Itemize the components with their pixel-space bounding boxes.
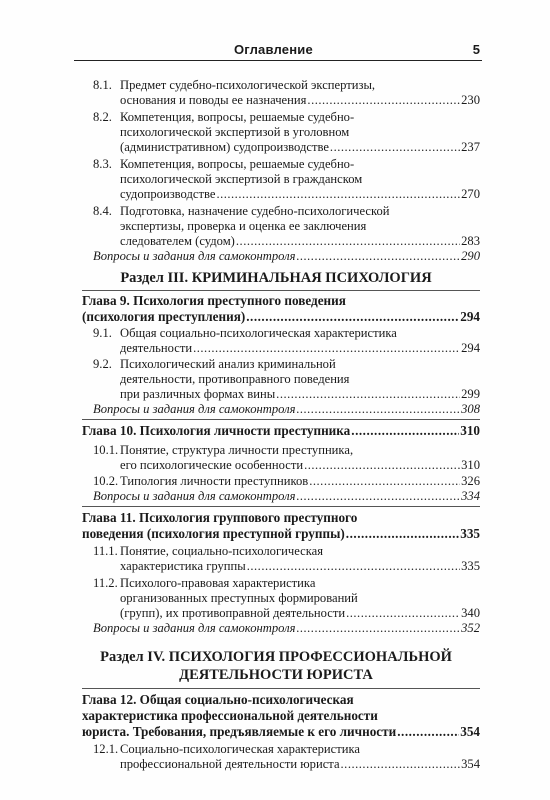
entry-text: Понятие, социально-психологическая [120,544,324,558]
leader-dots [304,458,460,473]
entry-text: поведения (психология преступной группы) [82,526,345,541]
entry-page: 230 [461,93,480,107]
entry-text: Вопросы и задания для самоконтроля [93,489,296,503]
leader-dots [193,341,460,356]
entry-text: Глава 11. Психология группового преступного [82,510,358,525]
entry-text: Понятие, структура личности преступника, [120,443,354,457]
leader-dots [276,387,460,402]
entry-text: Вопросы и задания для самоконтроля [93,402,296,416]
entry-text: судопроизводстве [120,187,216,201]
toc-chapter-9[interactable] [82,293,480,325]
toc-chapter-12[interactable] [82,692,480,740]
entry-number: 10.2. [93,474,119,488]
entry-page: 270 [461,187,480,201]
entry-text: организованных преступных формирований [120,591,358,605]
toc-entry-9-1[interactable] [93,326,480,356]
entry-text: Глава 10. Психология личности преступника [82,423,351,438]
toc-entry-11-2[interactable] [93,576,480,621]
entry-text: Глава 12. Общая социально-психологическая [82,692,354,707]
entry-page: 308 [461,402,480,416]
entry-text: Вопросы и задания для самоконтроля [93,621,296,635]
toc-entry-10-1[interactable] [93,443,480,473]
section-heading-3[interactable]: Раздел III. КРИМИНАЛЬНАЯ ПСИХОЛОГИЯ [120,270,432,286]
entry-number: 9.1. [93,326,112,340]
toc-entry-12-1[interactable] [93,742,480,772]
entry-number: 8.1. [93,78,112,92]
divider [82,290,480,291]
toc-entry-9-2[interactable] [93,357,480,402]
entry-text: экспертизы, проверка и оценка ее заключения [120,219,367,233]
entry-number: 12.1. [93,742,119,756]
entry-page: 352 [461,621,480,635]
entry-text: Предмет судебно-психологической экспертизы, [120,78,376,92]
entry-number: 11.2. [93,576,118,590]
leader-dots [341,757,461,772]
entry-text: Типология личности преступников [120,474,309,488]
leader-dots [296,249,460,264]
section-heading-line: Раздел IV. ПСИХОЛОГИЯ ПРОФЕССИОНАЛЬНОЙ [100,649,452,665]
entry-page: 237 [461,140,480,154]
entry-text: Компетенция, вопросы, решаемые судебно- [120,110,355,124]
toc-chapter-11[interactable] [82,510,480,542]
toc-entry-8-4[interactable] [93,204,480,249]
divider [82,419,480,420]
entry-page: 310 [461,458,480,472]
entry-text: деятельности [120,341,193,355]
entry-page: 294 [460,309,480,324]
entry-text: (групп), их противоправной деятельности [120,606,346,620]
toc-entry-questions-8[interactable] [93,249,480,264]
entry-number: 8.4. [93,204,112,218]
entry-text: характеристика профессиональной деятельности [82,708,378,723]
entry-page: 310 [460,423,480,438]
toc-entry-questions-11[interactable] [93,621,480,636]
entry-text: основания и поводы ее назначения [120,93,307,107]
entry-page: 290 [461,249,480,263]
entry-text: Подготовка, назначение судебно-психологической [120,204,390,218]
entry-number: 9.2. [93,357,112,371]
entry-text: психологической экспертизой в гражданском [120,172,363,186]
leader-dots [296,489,460,504]
entry-text: (административном) судопроизводстве [120,140,329,154]
toc-entry-10-2[interactable] [93,474,480,489]
entry-number: 11.1. [93,544,118,558]
toc-entry-11-1[interactable] [93,544,480,574]
entry-text: характеристика группы [120,559,246,573]
entry-text: деятельности, противоправного поведения [120,372,350,386]
toc-entry-8-3[interactable] [93,157,480,202]
section-heading-4[interactable] [70,648,482,684]
entry-text: Социально-психологическая характеристика [120,742,360,756]
entry-page: 299 [461,387,480,401]
entry-page: 294 [461,341,480,355]
leader-dots [309,474,460,489]
leader-dots [236,234,460,249]
entry-text: Компетенция, вопросы, решаемые судебно- [120,157,355,171]
leader-dots [397,724,459,740]
entry-text: Вопросы и задания для самоконтроля [93,249,296,263]
entry-text: Глава 9. Психология преступного поведения [82,293,346,308]
header-page-number: 5 [472,42,480,57]
leader-dots [296,621,460,636]
entry-page: 335 [460,526,480,541]
leader-dots [351,423,459,439]
leader-dots [247,559,460,574]
leader-dots [296,402,460,417]
entry-number: 10.1. [93,443,119,457]
leader-dots [330,140,460,155]
entry-text: (психология преступления) [82,309,246,324]
entry-number: 8.3. [93,157,112,171]
entry-text: при различных формах вины [120,387,276,401]
divider [82,506,480,507]
section-heading-line: ДЕЯТЕЛЬНОСТИ ЮРИСТА [179,667,373,683]
entry-page: 326 [461,474,480,488]
leader-dots [246,309,459,325]
toc-entry-8-1[interactable] [93,78,480,108]
entry-page: 340 [461,606,480,620]
entry-page: 335 [461,559,480,573]
header-title: Оглавление [234,42,313,57]
entry-text: профессиональной деятельности юриста [120,757,340,771]
entry-page: 354 [460,724,480,739]
entry-page: 283 [461,234,480,248]
toc-entry-questions-9[interactable] [93,402,480,417]
entry-text: психологической экспертизой в уголовном [120,125,350,139]
entry-text: Психолого-правовая характеристика [120,576,316,590]
entry-text: юриста. Требования, предъявляемые к его личности [82,724,397,739]
entry-text: его психологические особенности [120,458,304,472]
toc-chapter-10[interactable] [82,423,480,439]
leader-dots [346,606,460,621]
toc-entry-questions-10[interactable] [93,489,480,504]
entry-text: следователем (судом) [120,234,235,248]
leader-dots [346,526,459,542]
toc-entry-8-2[interactable] [93,110,480,155]
entry-page: 334 [461,489,480,503]
entry-text: Психологический анализ криминальной [120,357,336,371]
entry-number: 8.2. [93,110,112,124]
leader-dots [307,93,460,108]
divider [82,688,480,689]
leader-dots [216,187,460,202]
entry-page: 354 [461,757,480,771]
entry-text: Общая социально-психологическая характеристика [120,326,397,340]
